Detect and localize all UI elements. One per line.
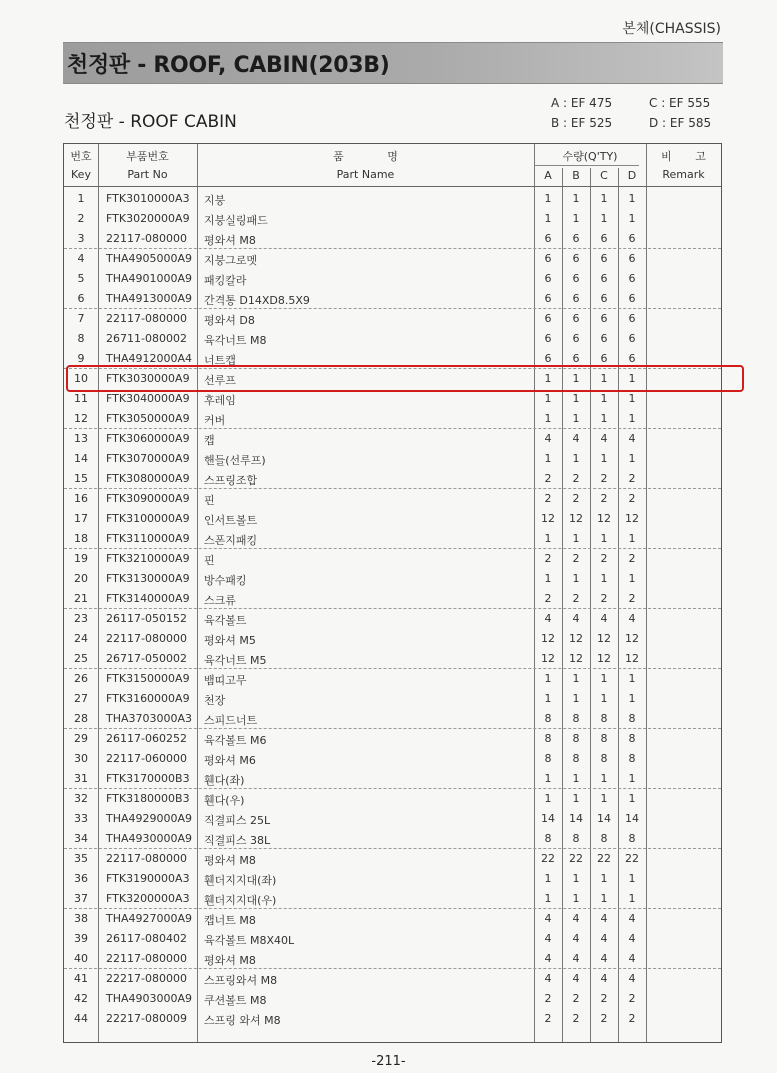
table-row: 17 FTK3100000A9 인서트볼트 12 12 12 12 (74, 512, 639, 527)
table-row: 32 FTK3180000B3 휀다(우) 1 1 1 1 (74, 792, 636, 807)
table-row: 20 FTK3130000A9 방수패킹 1 1 1 1 (74, 572, 636, 587)
table-row: 23 26117-050152 육각볼트 4 4 4 4 (74, 612, 636, 627)
table-row: 30 22117-060000 평와셔 M6 8 8 8 8 (74, 752, 636, 767)
header-qty-d: D (627, 169, 637, 182)
model-b: B : EF 525 (551, 116, 613, 130)
table-row: 19 FTK3210000A9 핀 2 2 2 2 (74, 552, 636, 567)
table-row: 11 FTK3040000A9 후레임 1 1 1 1 (74, 392, 636, 407)
table-row: 25 26717-050002 육각너트 M5 12 12 12 12 (64, 648, 721, 669)
table-row: 39 26117-080402 육각볼트 M8X40L 4 4 4 4 (74, 932, 636, 947)
table-row: 8 26711-080002 육각너트 M8 6 6 6 6 (77, 332, 636, 347)
table-row: 34 THA4930000A9 직결피스 38L 8 8 8 8 (64, 828, 721, 849)
parts-table (63, 143, 722, 1043)
model-d: D : EF 585 (649, 116, 712, 130)
header-part-en: Part No (127, 168, 168, 181)
table-row: 29 26117-060252 육각볼트 M6 8 8 8 8 (74, 732, 636, 747)
model-c: C : EF 555 (649, 96, 711, 110)
table-row: 24 22117-080000 평와셔 M5 12 12 12 12 (74, 632, 639, 647)
table-row: 3 22117-080000 평와셔 M8 6 6 6 6 (64, 228, 721, 249)
table-row: 14 FTK3070000A9 핸들(선루프) 1 1 1 1 (74, 452, 636, 467)
header-name-en: Part Name (336, 168, 395, 181)
table-row: 9 THA4912000A4 너트캡 6 6 6 6 (64, 348, 721, 369)
table-row: 31 FTK3170000B3 휀다(좌) 1 1 1 1 (64, 768, 721, 789)
table-row: 6 THA4913000A9 간격통 D14XD8.5X9 6 6 6 6 (64, 288, 721, 309)
table-row: 37 FTK3200000A3 휀더지지대(우) 1 1 1 1 (64, 888, 721, 909)
model-a: A : EF 475 (551, 96, 613, 110)
table-row: 36 FTK3190000A3 휀더지지대(좌) 1 1 1 1 (74, 872, 636, 887)
table-row: 5 THA4901000A9 패킹칼라 6 6 6 6 (77, 272, 636, 287)
table-row: 12 FTK3050000A9 커버 1 1 1 1 (64, 408, 721, 429)
header-remark-en: Remark (662, 168, 705, 181)
table-row: 38 THA4927000A9 캡너트 M8 4 4 4 4 (74, 912, 636, 927)
table-row: 2 FTK3020000A9 지붕실링패드 1 1 1 1 (77, 212, 636, 227)
table-row: 18 FTK3110000A9 스폰지패킹 1 1 1 1 (64, 528, 721, 549)
table-row: 42 THA4903000A9 쿠션볼트 M8 2 2 2 2 (74, 992, 636, 1007)
table-row: 10 FTK3030000A9 선루프 1 1 1 1 (74, 372, 636, 387)
header-remark-kr: 비 고 (661, 150, 706, 163)
table-row: 33 THA4929000A9 직결피스 25L 14 14 14 14 (74, 812, 639, 827)
header-key-en: Key (71, 168, 91, 181)
table-row: 16 FTK3090000A9 핀 2 2 2 2 (74, 492, 636, 507)
table-row: 1 FTK3010000A3 지붕 1 1 1 1 (77, 192, 636, 207)
header-qty-a: A (544, 169, 552, 182)
header-qty: 수량(Q'TY) (562, 150, 618, 163)
page-number: -211- (371, 1054, 406, 1069)
page-subtitle: 천정판 - ROOF CABIN (64, 112, 237, 132)
header-name-kr: 품 명 (333, 150, 398, 163)
table-row: 44 22217-080009 스프링 와셔 M8 2 2 2 2 (74, 1012, 636, 1027)
row-highlight-box (66, 365, 744, 392)
table-row: 26 FTK3150000A9 뱀띠고무 1 1 1 1 (74, 672, 636, 687)
table-row: 15 FTK3080000A9 스프링조합 2 2 2 2 (64, 468, 721, 489)
section-banner-title: 천정판 - ROOF, CABIN(203B) (67, 53, 390, 78)
table-row: 35 22117-080000 평와셔 M8 22 22 22 22 (74, 852, 639, 867)
header-part-kr: 부품번호 (126, 150, 169, 163)
header-key-kr: 번호 (70, 150, 92, 163)
chapter-label: 본체(CHASSIS) (622, 21, 721, 37)
table-row: 27 FTK3160000A9 천장 1 1 1 1 (74, 692, 636, 707)
table-row: 13 FTK3060000A9 캡 4 4 4 4 (74, 432, 636, 447)
section-banner (63, 42, 723, 84)
table-row: 21 FTK3140000A9 스크류 2 2 2 2 (64, 588, 721, 609)
table-row: 7 22117-080000 평와셔 D8 6 6 6 6 (77, 312, 636, 327)
table-row: 40 22117-080000 평와셔 M8 4 4 4 4 (64, 948, 721, 969)
table-row: 41 22217-080000 스프링와셔 M8 4 4 4 4 (74, 972, 636, 987)
header-qty-b: B (572, 169, 580, 182)
table-row: 4 THA4905000A9 지붕그로멧 6 6 6 6 (77, 252, 636, 267)
table-row: 28 THA3703000A3 스피드너트 8 8 8 8 (64, 708, 721, 729)
header-qty-c: C (600, 169, 608, 182)
